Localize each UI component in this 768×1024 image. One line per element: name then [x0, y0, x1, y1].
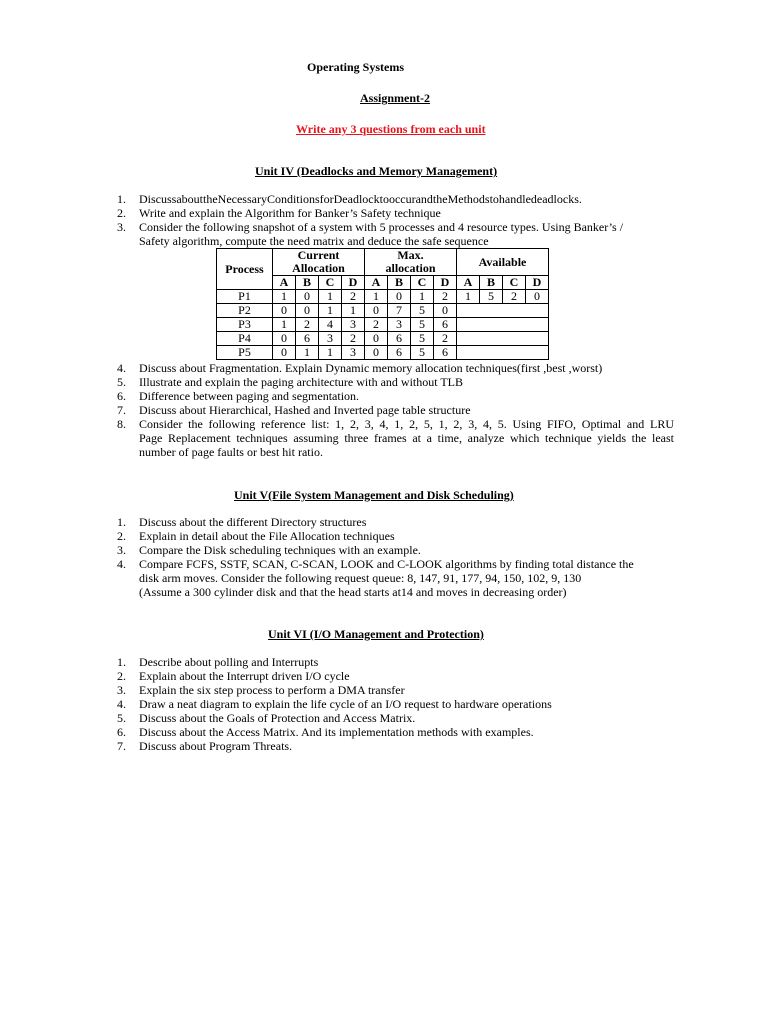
process-header: Process — [217, 249, 273, 290]
item-text: Discuss about the different Directory structures — [139, 515, 367, 529]
resource-header: D — [526, 276, 549, 290]
item-number: 4. — [117, 361, 126, 375]
cell: 6 — [434, 346, 457, 360]
process-cell: P2 — [217, 304, 273, 318]
item-number: 3. — [117, 220, 126, 234]
item-text: Page Replacement techniques assuming three frames at a time, analyze which technique yields the least — [139, 431, 674, 445]
item-text: Explain the six step process to perform a DMA transfer — [139, 683, 405, 697]
item-text: Discuss about Hierarchical, Hashed and Inverted page table structure — [139, 403, 471, 417]
cell: 0 — [365, 346, 388, 360]
item-text: Discuss about the Goals of Protection and Access Matrix. — [139, 711, 416, 725]
item-number: 1. — [117, 515, 126, 529]
cell: 0 — [273, 346, 296, 360]
cell: 6 — [388, 332, 411, 346]
item-number: 2. — [117, 669, 126, 683]
cell: 0 — [526, 290, 549, 304]
instruction-text: Write any 3 questions from each unit — [296, 122, 486, 136]
item-text: Compare FCFS, SSTF, SCAN, C-SCAN, LOOK and C-LOOK algorithms by finding total distance the — [139, 557, 634, 571]
cell: 0 — [434, 304, 457, 318]
item-number: 2. — [117, 206, 126, 220]
cell: 5 — [411, 346, 434, 360]
empty-cell — [457, 346, 549, 360]
item-number: 1. — [117, 192, 126, 206]
item-text: Describe about polling and Interrupts — [139, 655, 319, 669]
table-row — [217, 332, 549, 346]
cell: 3 — [319, 332, 342, 346]
item-text: number of page faults or best hit ratio. — [139, 445, 323, 459]
table-row — [217, 346, 549, 360]
cell: 4 — [319, 318, 342, 332]
item-text: Draw a neat diagram to explain the life cycle of an I/O request to hardware operations — [139, 697, 552, 711]
item-number: 5. — [117, 375, 126, 389]
item-text: Consider the following reference list: 1, 2, 3, 4, 1, 2, 5, 1, 2, 3, 4, 5. Using FIFO, Optimal and LRU — [139, 417, 674, 431]
cell: 5 — [480, 290, 503, 304]
resource-header: A — [457, 276, 480, 290]
cell: 1 — [342, 304, 365, 318]
item-number: 6. — [117, 725, 126, 739]
item-number: 4. — [117, 697, 126, 711]
cell: 1 — [273, 290, 296, 304]
item-text: Discuss about Fragmentation. Explain Dynamic memory allocation techniques(first ,best ,worst) — [139, 361, 603, 375]
resource-header: A — [365, 276, 388, 290]
item-text: Compare the Disk scheduling techniques with an example. — [139, 543, 421, 557]
process-cell: P3 — [217, 318, 273, 332]
resource-header: D — [434, 276, 457, 290]
item-text: Explain in detail about the File Allocation techniques — [139, 529, 395, 543]
item-text: Difference between paging and segmentation. — [139, 389, 360, 403]
cell: 2 — [365, 318, 388, 332]
item-number: 7. — [117, 739, 126, 753]
cell: 1 — [319, 290, 342, 304]
item-text: Explain about the Interrupt driven I/O cycle — [139, 669, 350, 683]
item-text: Safety algorithm, compute the need matrix and deduce the safe sequence — [139, 234, 489, 248]
assignment-title: Assignment-2 — [360, 91, 431, 105]
unit4-title: Unit IV (Deadlocks and Memory Management) — [255, 164, 498, 178]
cell: 0 — [296, 290, 319, 304]
cell: 2 — [296, 318, 319, 332]
cell: 1 — [319, 304, 342, 318]
resource-header: C — [319, 276, 342, 290]
cell: 1 — [365, 290, 388, 304]
resource-header: B — [480, 276, 503, 290]
cell: 0 — [365, 332, 388, 346]
empty-cell — [457, 304, 549, 318]
cell: 5 — [411, 332, 434, 346]
empty-cell — [457, 332, 549, 346]
resource-header: A — [273, 276, 296, 290]
cell: 3 — [342, 318, 365, 332]
item-text: Illustrate and explain the paging architecture with and without TLB — [139, 375, 464, 389]
resource-header: C — [411, 276, 434, 290]
cell: 0 — [273, 304, 296, 318]
process-cell: P4 — [217, 332, 273, 346]
allocation-header: Current Allocation — [273, 249, 365, 276]
unit6-title: Unit VI (I/O Management and Protection) — [268, 627, 484, 641]
item-text: DiscussabouttheNecessaryConditionsforDeadlocktooccurandtheMethodstohandledeadlocks. — [139, 192, 582, 206]
item-number: 3. — [117, 543, 126, 557]
item-number: 1. — [117, 655, 126, 669]
table-row — [217, 304, 549, 318]
cell: 3 — [388, 318, 411, 332]
cell: 1 — [273, 318, 296, 332]
table-row — [217, 290, 549, 304]
table-row — [217, 318, 549, 332]
cell: 3 — [342, 346, 365, 360]
bankers-table — [216, 248, 549, 360]
cell: 2 — [503, 290, 526, 304]
process-cell: P1 — [217, 290, 273, 304]
cell: 2 — [342, 290, 365, 304]
cell: 6 — [296, 332, 319, 346]
resource-header: B — [388, 276, 411, 290]
cell: 1 — [319, 346, 342, 360]
process-cell: P5 — [217, 346, 273, 360]
item-number: 2. — [117, 529, 126, 543]
available-header: Available — [457, 249, 549, 276]
item-number: 6. — [117, 389, 126, 403]
cell: 2 — [434, 290, 457, 304]
cell: 0 — [365, 304, 388, 318]
item-number: 3. — [117, 683, 126, 697]
course-title: Operating Systems — [307, 60, 404, 74]
cell: 0 — [388, 290, 411, 304]
item-number: 7. — [117, 403, 126, 417]
item-text: (Assume a 300 cylinder disk and that the head starts at14 and moves in decreasing order) — [139, 585, 567, 599]
max-header: Max. allocation — [365, 249, 457, 276]
cell: 2 — [342, 332, 365, 346]
item-text: Write and explain the Algorithm for Banker’s Safety technique — [139, 206, 441, 220]
unit5-title: Unit V(File System Management and Disk Scheduling) — [234, 488, 514, 502]
cell: 6 — [388, 346, 411, 360]
cell: 5 — [411, 318, 434, 332]
cell: 6 — [434, 318, 457, 332]
item-text: Discuss about the Access Matrix. And its implementation methods with examples. — [139, 725, 534, 739]
cell: 2 — [434, 332, 457, 346]
item-number: 5. — [117, 711, 126, 725]
cell: 5 — [411, 304, 434, 318]
empty-cell — [457, 318, 549, 332]
cell: 0 — [273, 332, 296, 346]
resource-header: B — [296, 276, 319, 290]
cell: 1 — [411, 290, 434, 304]
resource-header: D — [342, 276, 365, 290]
item-text: Discuss about Program Threats. — [139, 739, 293, 753]
item-number: 8. — [117, 417, 126, 431]
cell: 1 — [457, 290, 480, 304]
item-number: 4. — [117, 557, 126, 571]
resource-header: C — [503, 276, 526, 290]
item-text: Consider the following snapshot of a system with 5 processes and 4 resource types. Using Banker’s / — [139, 220, 624, 234]
cell: 1 — [296, 346, 319, 360]
cell: 0 — [296, 304, 319, 318]
cell: 7 — [388, 304, 411, 318]
item-text: disk arm moves. Consider the following request queue: 8, 147, 91, 177, 94, 150, 102, 9, 130 — [139, 571, 582, 585]
